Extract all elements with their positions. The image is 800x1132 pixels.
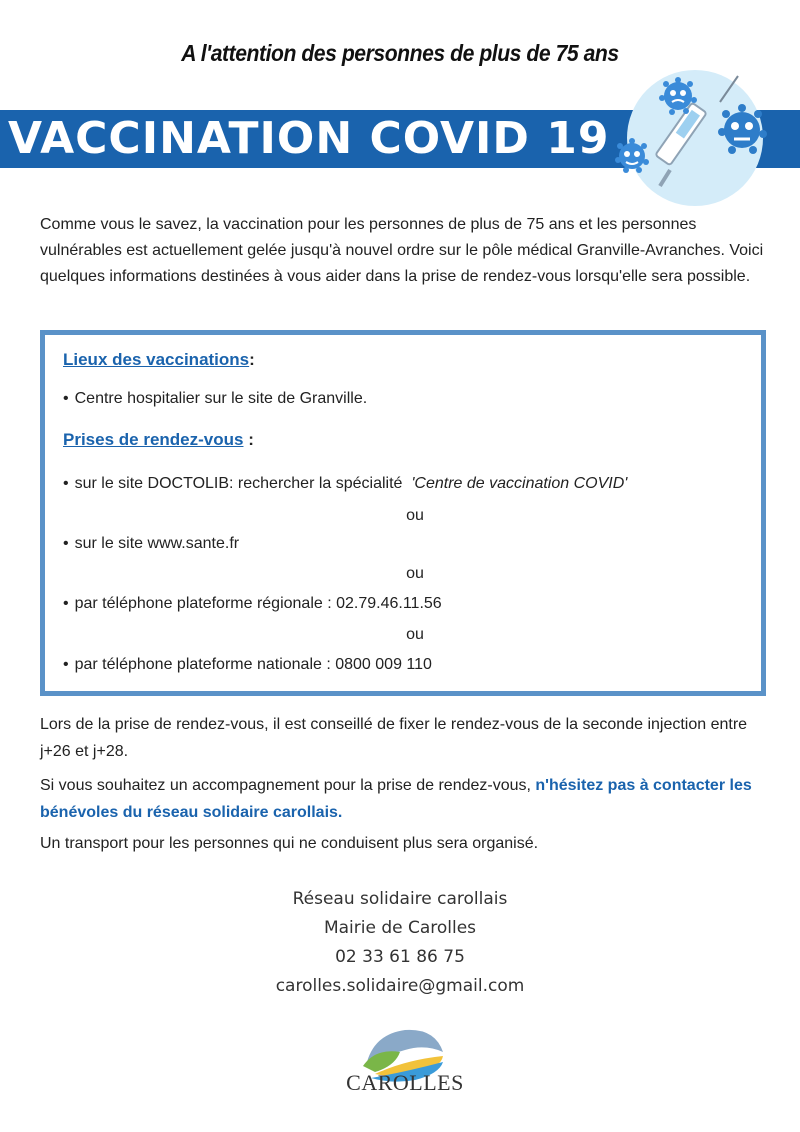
regional-phone-text: par téléphone plateforme régionale : 02.79.46.11.56 <box>74 595 442 612</box>
bullet-icon: • <box>63 656 69 673</box>
or-separator: ou <box>406 626 424 643</box>
bullet-icon: • <box>63 595 69 612</box>
locations-heading-text: Lieux des vaccinations <box>63 350 250 369</box>
regional-phone-item <box>63 595 442 613</box>
vaccination-info-box <box>40 330 766 696</box>
contact-network: Réseau solidaire carollais <box>292 889 508 909</box>
locations-heading-colon: : <box>249 350 255 369</box>
sante-item-text: sur le site www.sante.fr <box>74 535 240 552</box>
bullet-icon: • <box>63 390 69 407</box>
contact-email: carolles.solidaire@gmail.com <box>275 976 525 996</box>
carolles-logo-text: CAROLLES <box>346 1070 464 1095</box>
location-item-text: Centre hospitalier sur le site de Granville. <box>74 390 368 407</box>
appointments-heading-colon: : <box>243 430 254 449</box>
carolles-logo-icon <box>345 1022 465 1112</box>
sante-item <box>63 535 239 553</box>
contact-phone: 02 33 61 86 75 <box>335 947 465 967</box>
bullet-icon: • <box>63 475 69 492</box>
bullet-icon: • <box>63 535 69 552</box>
or-separator: ou <box>406 507 424 524</box>
contact-mairie: Mairie de Carolles <box>323 918 477 938</box>
virus-syringe-illustration <box>610 68 780 208</box>
doctolib-item-text: sur le site DOCTOLIB: rechercher la spécialité <box>74 475 407 492</box>
doctolib-item <box>63 475 627 493</box>
support-note-text: Si vous souhaitez un accompagnement pour la prise de rendez-vous, <box>40 777 536 794</box>
support-note-highlight: n'hésitez pas à contacter les bénévoles du réseau solidaire carollais. <box>40 777 752 821</box>
support-note <box>40 772 770 826</box>
subtitle: A l'attention des personnes de plus de 75 ans <box>181 40 619 66</box>
page-title: VACCINATION COVID 19 <box>8 113 610 164</box>
or-separator: ou <box>406 565 424 582</box>
second-injection-note: Lors de la prise de rendez-vous, il est conseillé de fixer le rendez-vous de la seconde injection entre j+26 et j+28. <box>40 716 748 760</box>
intro-paragraph: Comme vous le savez, la vaccination pour les personnes de plus de 75 ans et les personnes vulnérables est actuellement gelée jusqu'à nouvel ordre sur le pôle médical Granville-Avranches. Voici quelques informations destinées à vous aider dans la prise de rendez-vous lorsqu'elle sera possible. <box>40 216 764 285</box>
locations-heading <box>63 350 255 370</box>
appointments-heading <box>63 430 254 450</box>
national-phone-item <box>63 656 432 674</box>
national-phone-text: par téléphone plateforme nationale : 0800 009 110 <box>74 656 432 673</box>
location-item <box>63 390 367 408</box>
doctolib-specialty: 'Centre de vaccination COVID' <box>411 475 628 492</box>
appointments-heading-text: Prises de rendez-vous <box>63 430 244 449</box>
transport-note: Un transport pour les personnes qui ne conduisent plus sera organisé. <box>40 835 539 852</box>
